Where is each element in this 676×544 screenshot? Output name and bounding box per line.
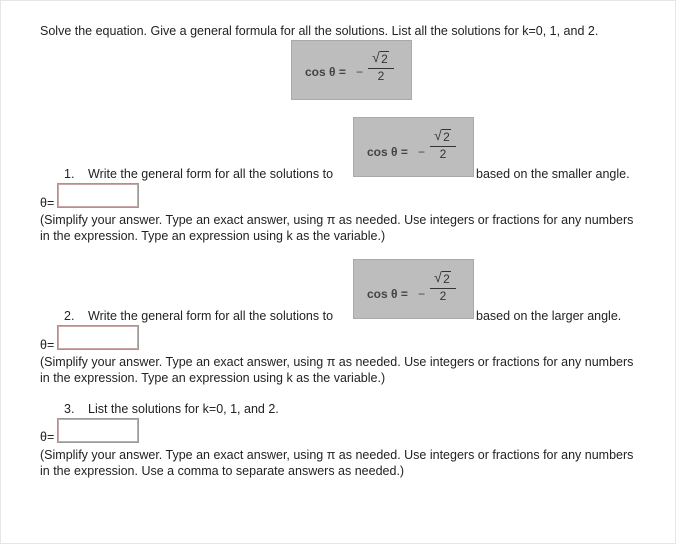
equation-image-part1 <box>353 117 474 177</box>
part1-suffix: based on the smaller angle. <box>476 167 630 181</box>
part2-answer-label: θ= <box>40 338 55 352</box>
equation-lhs: cos θ = <box>367 287 408 301</box>
part2-answer-input[interactable] <box>57 325 139 350</box>
equation-sign: − <box>356 65 364 79</box>
part2-note: (Simplify your answer. Type an exact answer, using π as needed. Use integers or fractions for any numbers in the expression. Type an expression using k as the variable.) <box>40 355 634 385</box>
radical-icon: √ <box>372 49 380 65</box>
equation-fraction <box>366 51 396 84</box>
part1-answer-label: θ= <box>40 196 55 210</box>
radical-icon: √ <box>434 127 442 143</box>
part2-suffix: based on the larger angle. <box>476 309 622 323</box>
equation-denominator: 2 <box>439 289 447 303</box>
equation-fraction <box>428 271 458 304</box>
part1-answer-input[interactable] <box>57 183 139 208</box>
question-instruction: Solve the equation. Give a general formula for all the solutions. List all the solutions for k=0, 1, and 2. <box>40 24 599 38</box>
equation-radicand: 2 <box>443 130 450 144</box>
part3-note: (Simplify your answer. Type an exact answer, using π as needed. Use integers or fractions for any numbers in the expression. Use a comma to separate answers as needed.) <box>40 448 634 478</box>
radical-icon: √ <box>434 269 442 285</box>
part3-answer-label: θ= <box>40 430 55 444</box>
equation-lhs: cos θ = <box>305 65 346 79</box>
equation-sign: − <box>418 145 426 159</box>
equation-fraction <box>428 129 458 162</box>
equation-denominator: 2 <box>377 69 385 83</box>
equation-radicand: 2 <box>381 52 388 66</box>
part2-number: 2. <box>64 309 75 323</box>
equation-sign: − <box>418 287 426 301</box>
part2-text: Write the general form for all the solutions to <box>88 309 334 323</box>
equation-radicand: 2 <box>443 272 450 286</box>
part1-number: 1. <box>64 167 75 181</box>
part1-note: (Simplify your answer. Type an exact answer, using π as needed. Use integers or fractions for any numbers in the expression. Type an expression using k as the variable.) <box>40 213 634 243</box>
equation-image-part2 <box>353 259 474 319</box>
part3-number: 3. <box>64 402 75 416</box>
equation-image-main <box>291 40 412 100</box>
equation-denominator: 2 <box>439 147 447 161</box>
part3-answer-input[interactable] <box>57 418 139 443</box>
equation-lhs: cos θ = <box>367 145 408 159</box>
part1-text: Write the general form for all the solutions to <box>88 167 334 181</box>
part3-text: List the solutions for k=0, 1, and 2. <box>88 402 279 416</box>
